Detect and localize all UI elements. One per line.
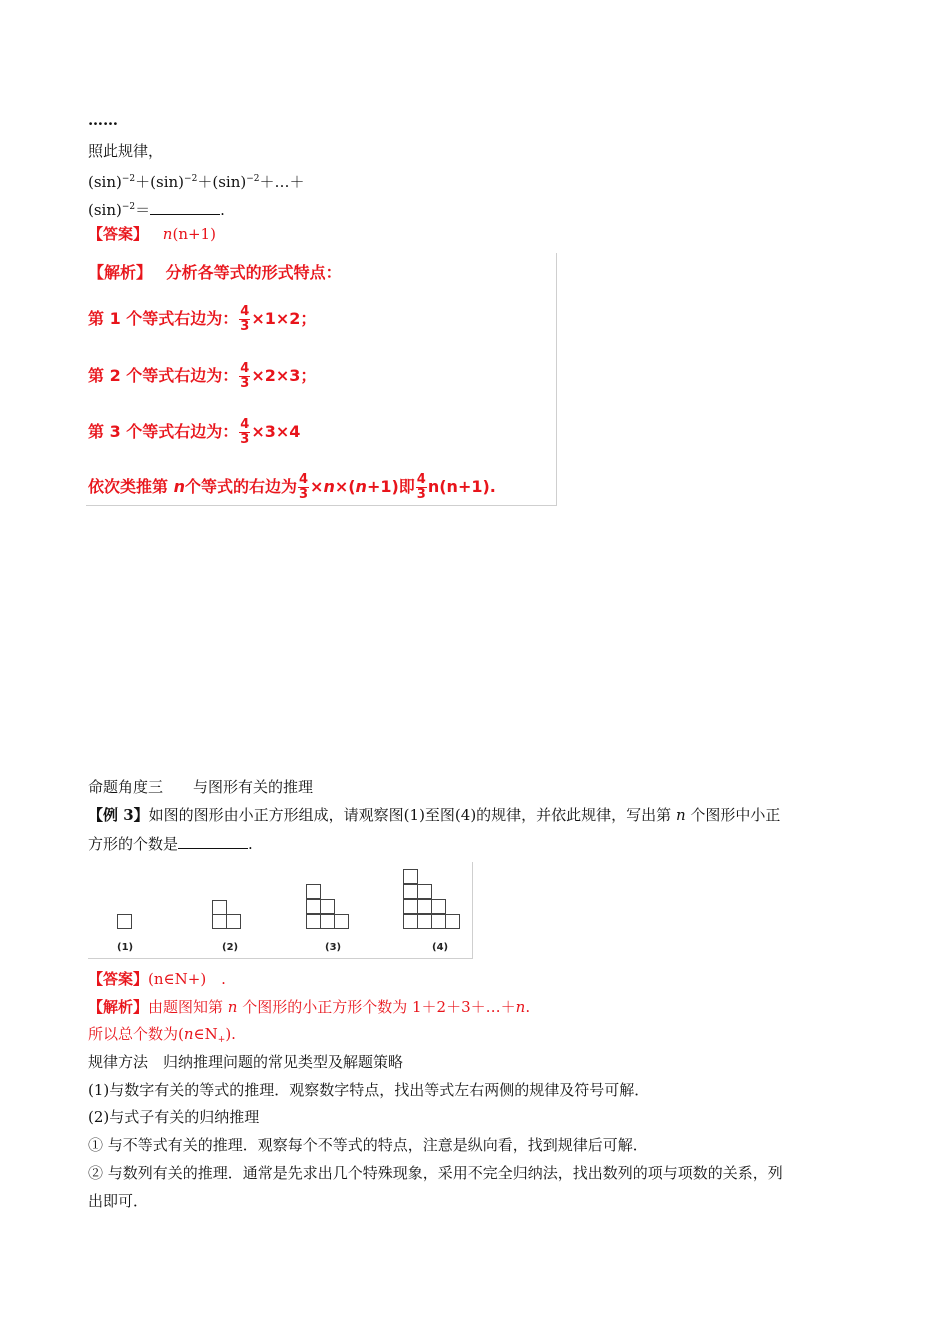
series-expression-end [88,197,225,220]
rule-text: 照此规律， [88,142,164,160]
conclusion-f: n(n+1). [427,477,496,496]
fig4-square [417,899,432,914]
fig4-square [417,884,432,899]
term-3: (sin) [212,173,247,191]
analysis-2-end: . [525,998,531,1016]
row-1-fraction [239,305,250,334]
analysis-conclusion [88,473,496,502]
line2-sub: + [217,1035,226,1045]
fig3-square [306,914,321,929]
line2-b: ∈N [193,1025,218,1043]
ellipsis-dots: …… [88,111,118,129]
line2-n: n [183,1025,194,1043]
conclusion-fraction-1 [298,473,309,502]
example-text-b: 个图形中小正 [685,806,781,824]
fig4-square [403,869,418,884]
conclusion-d: ×( [334,477,356,496]
analysis-intro [88,263,342,283]
analysis-row-1 [88,305,316,334]
row-3-den: 3 [240,432,250,447]
analysis-2-line2 [88,1024,236,1050]
conclusion-n3: n [355,477,367,496]
term-3-exp: −2 [246,174,260,184]
analysis-2-n: n [227,998,238,1016]
term-1-exp: −2 [121,174,136,184]
term-last-exp: −2 [121,202,136,212]
fig4-square [431,899,446,914]
row-2-den: 3 [240,376,250,391]
methods-item-1: (1)与数字有关的等式的推理．观察数字特点，找出等式左右两侧的规律及符号可解． [88,1081,650,1099]
conclusion-fraction-2 [416,473,427,502]
analysis-2-text-a: 由题图知第 [148,998,228,1016]
example-blank [178,834,248,849]
conclusion-num-1: 4 [298,472,309,487]
example-line2: 方形的个数是 [88,835,179,853]
term-1: (sin) [88,173,122,191]
answer-2-value: (n∈N+) . [148,970,226,988]
example-text-a: 如图的图形由小正方形组成，请观察图(1)至图(4)的规律，并依此规律，写出第 [148,806,676,824]
ellipsis-plus: ＋…＋ [259,173,305,191]
fig4-label: (4) [432,942,449,953]
analysis-row-3 [88,418,300,447]
conclusion-n2: n [323,477,335,496]
example-end: . [248,835,253,853]
row-2-prefix: 第 2 个等式右边为： [88,366,239,385]
fig4-square [445,914,460,929]
series-expression [88,169,305,192]
methods-title: 规律方法 归纳推理问题的常见类型及解题策略 [88,1053,404,1071]
conclusion-b: 个等式的右边为 [184,477,297,496]
answer-2 [88,969,226,989]
line2-c: ). [225,1025,236,1043]
fig2-label: (2) [222,942,239,953]
row-2-suffix: ×2×3； [251,366,317,385]
analysis-intro-text: 分析各等式的形式特点： [165,263,342,282]
term-2-exp: −2 [184,174,198,184]
analysis-box [86,253,557,506]
row-1-prefix: 第 1 个等式右边为： [88,309,239,328]
row-3-suffix: ×3×4 [251,422,301,441]
line2-a: 所以总个数为( [88,1025,184,1043]
methods-item-4: ② 与数列有关的推理．通常是先求出几个特殊现象，采用不完全归纳法，找出数列的项与项数的关系，列 [88,1164,783,1182]
analysis-2-text-b: 个图形的小正方形个数为 1＋2＋3＋…＋ [237,998,516,1016]
fig3-square [320,914,335,929]
fig3-square [334,914,349,929]
plus-1: ＋ [135,173,151,191]
analysis-2 [88,997,530,1017]
row-3-prefix: 第 3 个等式右边为： [88,422,239,441]
answer-1-n: n [162,225,173,243]
term-last: (sin) [88,201,122,219]
row-2-num: 4 [240,361,250,376]
conclusion-num-2: 4 [416,472,426,487]
row-2-fraction [239,362,250,391]
fig4-square [403,899,418,914]
example-3 [88,805,780,825]
fig3-square [320,899,335,914]
fig2-square [226,914,241,929]
plus-2: ＋ [197,173,213,191]
fig3-square [306,884,321,899]
methods-item-5: 出即可． [88,1192,149,1210]
row-1-den: 3 [240,319,250,334]
fig2-square [212,914,227,929]
fig2-square [212,900,227,915]
conclusion-c: × [310,477,324,496]
fig4-square [403,884,418,899]
row-3-fraction [239,418,250,447]
answer-2-label: 【答案】 [88,970,149,988]
analysis-2-label: 【解析】 [88,998,149,1016]
conclusion-e: +1)即 [366,477,415,496]
answer-blank [150,200,220,215]
section-heading: 命题角度三 与图形有关的推理 [88,778,314,796]
fig1-label: (1) [117,942,134,953]
fig3-square [306,899,321,914]
row-3-num: 4 [240,417,250,432]
methods-item-3: ① 与不等式有关的推理．观察每个不等式的特点，注意是纵向看，找到规律后可解． [88,1136,648,1154]
example-3-line2 [88,834,253,854]
equals-sign: ＝ [135,201,151,219]
row-1-suffix: ×1×2； [251,309,317,328]
fig3-label: (3) [325,942,342,953]
fig4-square [403,914,418,929]
analysis-label: 【解析】 [88,263,153,282]
conclusion-n1: n [173,477,185,496]
fig1-square [117,914,132,929]
period: . [220,201,225,219]
conclusion-den-2: 3 [416,487,426,502]
methods-item-2: (2)与式子有关的归纳推理 [88,1108,260,1126]
conclusion-a: 依次类推第 [88,477,174,496]
example-label: 【例 3】 [88,806,149,824]
term-2: (sin) [150,173,185,191]
fig4-square [431,914,446,929]
answer-1-rest: (n+1) [172,225,216,243]
fig4-square [417,914,432,929]
answer-1 [88,224,216,244]
analysis-2-n-end: n [515,998,526,1016]
analysis-row-2 [88,362,316,391]
example-n: n [675,806,686,824]
squares-figure [88,862,473,959]
answer-1-label: 【答案】 [88,225,149,243]
row-1-num: 4 [240,304,250,319]
conclusion-den-1: 3 [298,487,309,502]
